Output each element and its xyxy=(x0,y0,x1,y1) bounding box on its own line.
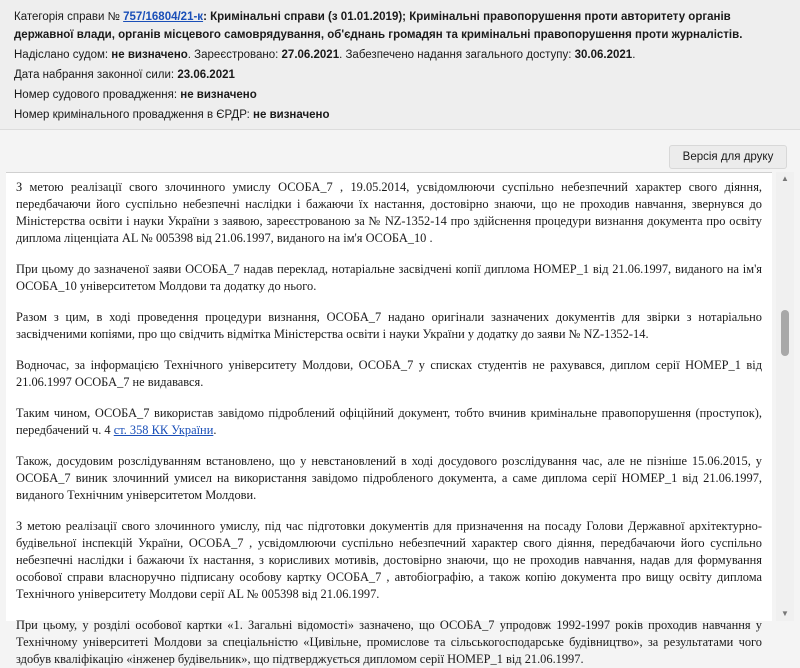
legal-force-line xyxy=(14,66,786,84)
case-info-header xyxy=(0,0,800,130)
legal-force-value: 23.06.2021 xyxy=(177,69,235,81)
print-version-button[interactable]: Версія для друку xyxy=(669,145,787,169)
paragraph: При цьому, у розділі особової картки «1. Загальні відомості» зазначено, що ОСОБА_7 упродовж 1992-1997 років проходив навчання у Технічному університеті Молдови за спеціальністю «Цивільне, промислове та сільськогосподарське будівництво», за результатами чого здобув кваліфікацію «інженер будівельник», що підтверджується дипломом серії НОМЕР_1 від 21.06.1997. xyxy=(16,618,762,666)
category-text: : Кримінальні справи (з 01.01.2019); Кримінальні правопорушення проти авторитету органів державної влади, органів місцевого самоврядування, об'єднань громадян та кримінальні правопорушення проти журналістів. xyxy=(14,11,743,41)
sent-label: Надіслано судом: xyxy=(14,49,109,61)
document-body xyxy=(6,172,772,666)
erdr-value: не визначено xyxy=(253,109,330,121)
case-category-line xyxy=(14,8,786,44)
paragraph-text: Таким чином, ОСОБА_7 використав завідомо підроблений офіційний документ, тобто вчинив кримінальне правопорушення (проступок), передбачений ч. 4 xyxy=(16,406,762,437)
law-article-link[interactable]: ст. 358 КК України xyxy=(113,423,214,437)
access-label: . Забезпечено надання загального доступу: xyxy=(339,49,572,61)
paragraph: Також, досудовим розслідуванням встановлено, що у невстановлений в ході досудового розслідування час, але не пізніше 15.06.2015, у ОСОБА_7 виник злочинний умисел на використання завідомо підробленого документа, а саме диплома серії НОМЕР_1 від 21.06.1997, виданого Технічним університетом Молдови. xyxy=(16,454,762,502)
access-value: 30.06.2021 xyxy=(574,49,633,61)
paragraph: Разом з цим, в ході проведення процедури визнання, ОСОБА_7 надано оригінали зазначених документів для звірки з нотаріально засвідченими копіями, про що свідчить відмітка Міністерства освіти і науки України у додатку до заяви № NZ-1352-14. xyxy=(16,310,762,341)
erdr-label: Номер кримінального провадження в ЄРДР: xyxy=(14,109,250,121)
paragraph: З метою реалізації свого злочинного умислу ОСОБА_7 , 19.05.2014, усвідомлюючи суспільно небезпечний характер свого діяння, передбачаючи його суспільно небезпечні наслідки і бажаючи їх настання, достовірно знаючи, що не проходив навчання, звернувся до Міністерства освіти і науки України з заявою, зареєстрованою за № NZ-1352-14 про здійснення процедури визнання документа про освіту диплома ліценціата AL № 005398 від 21.06.1997, виданого на ім'я ОСОБА_10 . xyxy=(16,180,762,245)
registration-line xyxy=(14,46,786,64)
paragraph xyxy=(16,405,762,439)
court-proceeding-line xyxy=(14,86,786,104)
paragraph-end: . xyxy=(213,423,217,437)
scroll-down-arrow-icon[interactable]: ▼ xyxy=(781,609,789,618)
scroll-thumb[interactable] xyxy=(781,310,789,356)
paragraph: При цьому до зазначеної заяви ОСОБА_7 надав переклад, нотаріальне засвідчені копії диплома НОМЕР_1 від 21.06.1997, виданого на ім'я ОСОБА_10 університетом Молдови та додатку до нього. xyxy=(16,262,762,293)
erdr-line xyxy=(14,106,786,124)
category-prefix: Категорія справи № xyxy=(14,11,120,23)
case-number-link[interactable]: 757/16804/21-к xyxy=(123,11,204,23)
registered-value: 27.06.2021 xyxy=(281,49,340,61)
period: . xyxy=(632,49,636,61)
sent-value: не визначено xyxy=(111,49,188,61)
paragraph: З метою реалізації свого злочинного умислу, під час підготовки документів для призначення на посаду Голови Державної архітектурно-будівельної інспекцій України, ОСОБА_7 , усвідомлюючи суспільно небезпечний характер свого діяння, передбачаючи його суспільно небезпечні наслідки і бажаючи їх настання, з корисливих мотивів, достовірно знаючи, що не проходив навчання, надав для формування особової справи власноручно підписану особову картку ОСОБА_7 , автобіографію, а також копію документа про вищу освіту диплома Технічного університету Молдови серії AL № 005398 від 21.06.1997. xyxy=(16,519,762,601)
court-proc-label: Номер судового провадження: xyxy=(14,89,178,101)
scroll-up-arrow-icon[interactable]: ▲ xyxy=(781,174,789,183)
paragraph: Водночас, за інформацією Технічного університету Молдови, ОСОБА_7 у списках студентів не рахувався, диплом серії НОМЕР_1 від 21.06.1997 ОСОБА_7 не видавався. xyxy=(16,358,762,389)
vertical-scrollbar[interactable] xyxy=(776,172,794,621)
legal-force-label: Дата набрання законної сили: xyxy=(14,69,175,81)
court-proc-value: не визначено xyxy=(180,89,257,101)
registered-label: . Зареєстровано: xyxy=(187,49,279,61)
